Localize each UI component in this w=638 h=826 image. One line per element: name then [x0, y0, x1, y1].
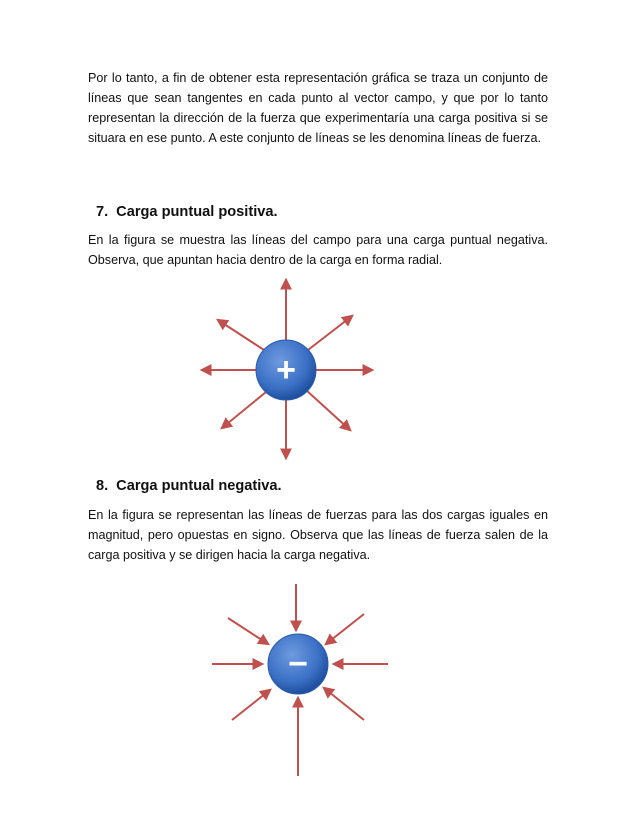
- section-7-paragraph: En la figura se muestra las líneas del campo para una carga puntual negativa. Observa, que apuntan hacia dentro de la carga en forma radial.: [88, 233, 548, 267]
- intro-paragraph: Por lo tanto, a fin de obtener esta representación gráfica se traza un conjunto de líneas que sean tangentes en cada punto al vector campo, y que por lo tanto representan la dirección de la fuerza que experimentaría una carga positiva si se situara en ese punto. A este conjunto de líneas se les denomina líneas de fuerza.: [88, 71, 548, 145]
- positive-charge-figure: [186, 270, 386, 470]
- field-arrow-down-right: [306, 390, 350, 430]
- section-8-number: 8.: [96, 478, 109, 494]
- section-7-number: 7.: [96, 204, 109, 220]
- section-8-paragraph: En la figura se representan las líneas de fuerzas para las dos cargas iguales en magnitud, pero opuestas en signo. Observa que las líneas de fuerza salen de la carga positiva y se dirigen hacia la carga negativa.: [88, 508, 548, 562]
- positive-field-diagram: [186, 270, 386, 470]
- negative-charge-figure: [200, 580, 400, 780]
- field-arrow-down-right: [324, 688, 364, 720]
- negative-field-diagram: [200, 580, 400, 780]
- section-8-heading: [96, 478, 282, 494]
- positive-charge-sign: +: [276, 351, 296, 389]
- section-8-title: Carga puntual negativa.: [116, 478, 282, 494]
- field-arrow-up-left: [218, 320, 264, 350]
- section-7-heading: [96, 204, 278, 220]
- field-arrow-down-left: [222, 392, 266, 428]
- section-7-title: Carga puntual positiva.: [116, 204, 278, 220]
- negative-charge-sign: −: [288, 645, 308, 683]
- field-arrow-down-left: [232, 690, 270, 720]
- field-arrow-up-right: [308, 316, 352, 350]
- field-arrow-up-right: [326, 614, 364, 644]
- field-arrow-up-left: [228, 618, 268, 644]
